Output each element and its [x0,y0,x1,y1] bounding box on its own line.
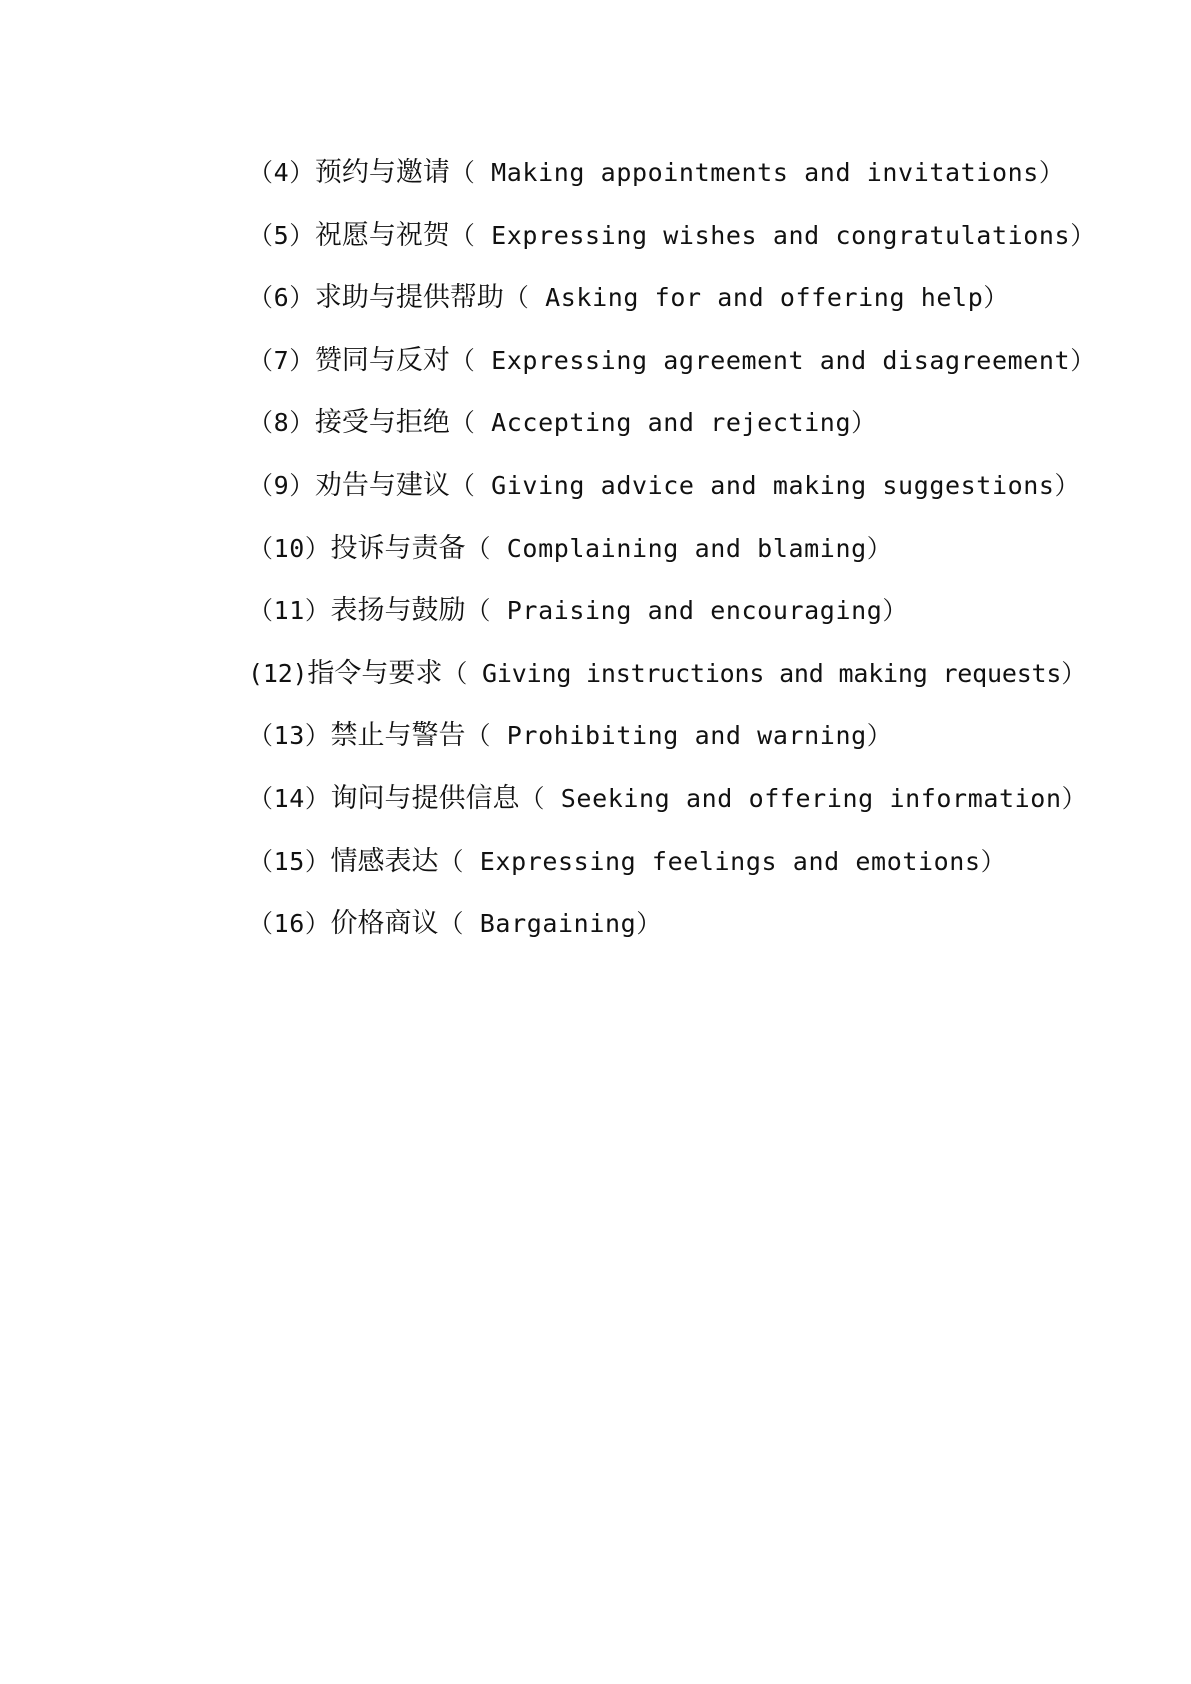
item-chinese: 指令与要求 [307,657,443,689]
item-number: （8） [248,408,315,438]
item-number: (12) [248,658,308,688]
item-english: （ Bargaining） [438,909,662,939]
item-chinese: 情感表达 [330,845,439,877]
list-item [248,907,1148,970]
item-english: （ Complaining and blaming） [465,533,893,563]
item-chinese: 预约与邀请 [314,157,450,188]
item-english: （ Giving instructions and making requests） [442,658,1087,688]
item-chinese: 投诉与责备 [330,532,466,564]
item-english: （ Seeking and offering information） [519,783,1088,813]
item-number: （11） [248,596,331,626]
list-item [248,156,1148,219]
item-english: （ Making appointments and invitations） [449,158,1065,187]
item-english: （ Expressing wishes and congratulations） [449,220,1096,250]
list-item [248,281,1148,344]
item-chinese: 劝告与建议 [314,469,450,501]
item-chinese: 禁止与警告 [330,720,466,752]
item-english: （ Expressing agreement and disagreement） [449,345,1096,375]
item-number: （16） [248,909,331,939]
item-number: （10） [248,533,331,563]
item-number: （5） [248,220,315,250]
item-number: （7） [248,345,315,375]
list-item [248,344,1148,407]
item-english: （ Giving advice and making suggestions） [449,470,1081,500]
list-item [248,719,1148,782]
list-item [248,594,1148,657]
item-english: （ Praising and encouraging） [465,596,908,626]
item-number: （9） [248,470,315,500]
item-number: （4） [248,158,315,187]
item-english: （ Expressing feelings and emotions） [438,846,1007,876]
item-english: （ Asking for and offering help） [503,283,1009,313]
item-chinese: 询问与提供信息 [330,782,520,814]
list-item [248,469,1148,532]
item-chinese: 求助与提供帮助 [314,282,504,314]
item-number: （13） [248,721,331,751]
item-number: （15） [248,846,331,876]
list-item [248,782,1148,845]
list-item [248,406,1148,469]
item-english: （ Accepting and rejecting） [449,408,877,438]
list-item [248,219,1148,282]
item-number: （6） [248,283,315,313]
item-chinese: 表扬与鼓励 [330,595,466,627]
item-chinese: 价格商议 [330,908,439,940]
item-chinese: 祝愿与祝贺 [314,219,450,251]
list-item [248,657,1148,720]
item-chinese: 赞同与反对 [314,344,450,376]
item-chinese: 接受与拒绝 [314,407,450,439]
function-list [248,156,1148,970]
item-number: （14） [248,783,331,813]
item-english: （ Prohibiting and warning） [465,721,893,751]
list-item [248,845,1148,908]
list-item [248,532,1148,595]
